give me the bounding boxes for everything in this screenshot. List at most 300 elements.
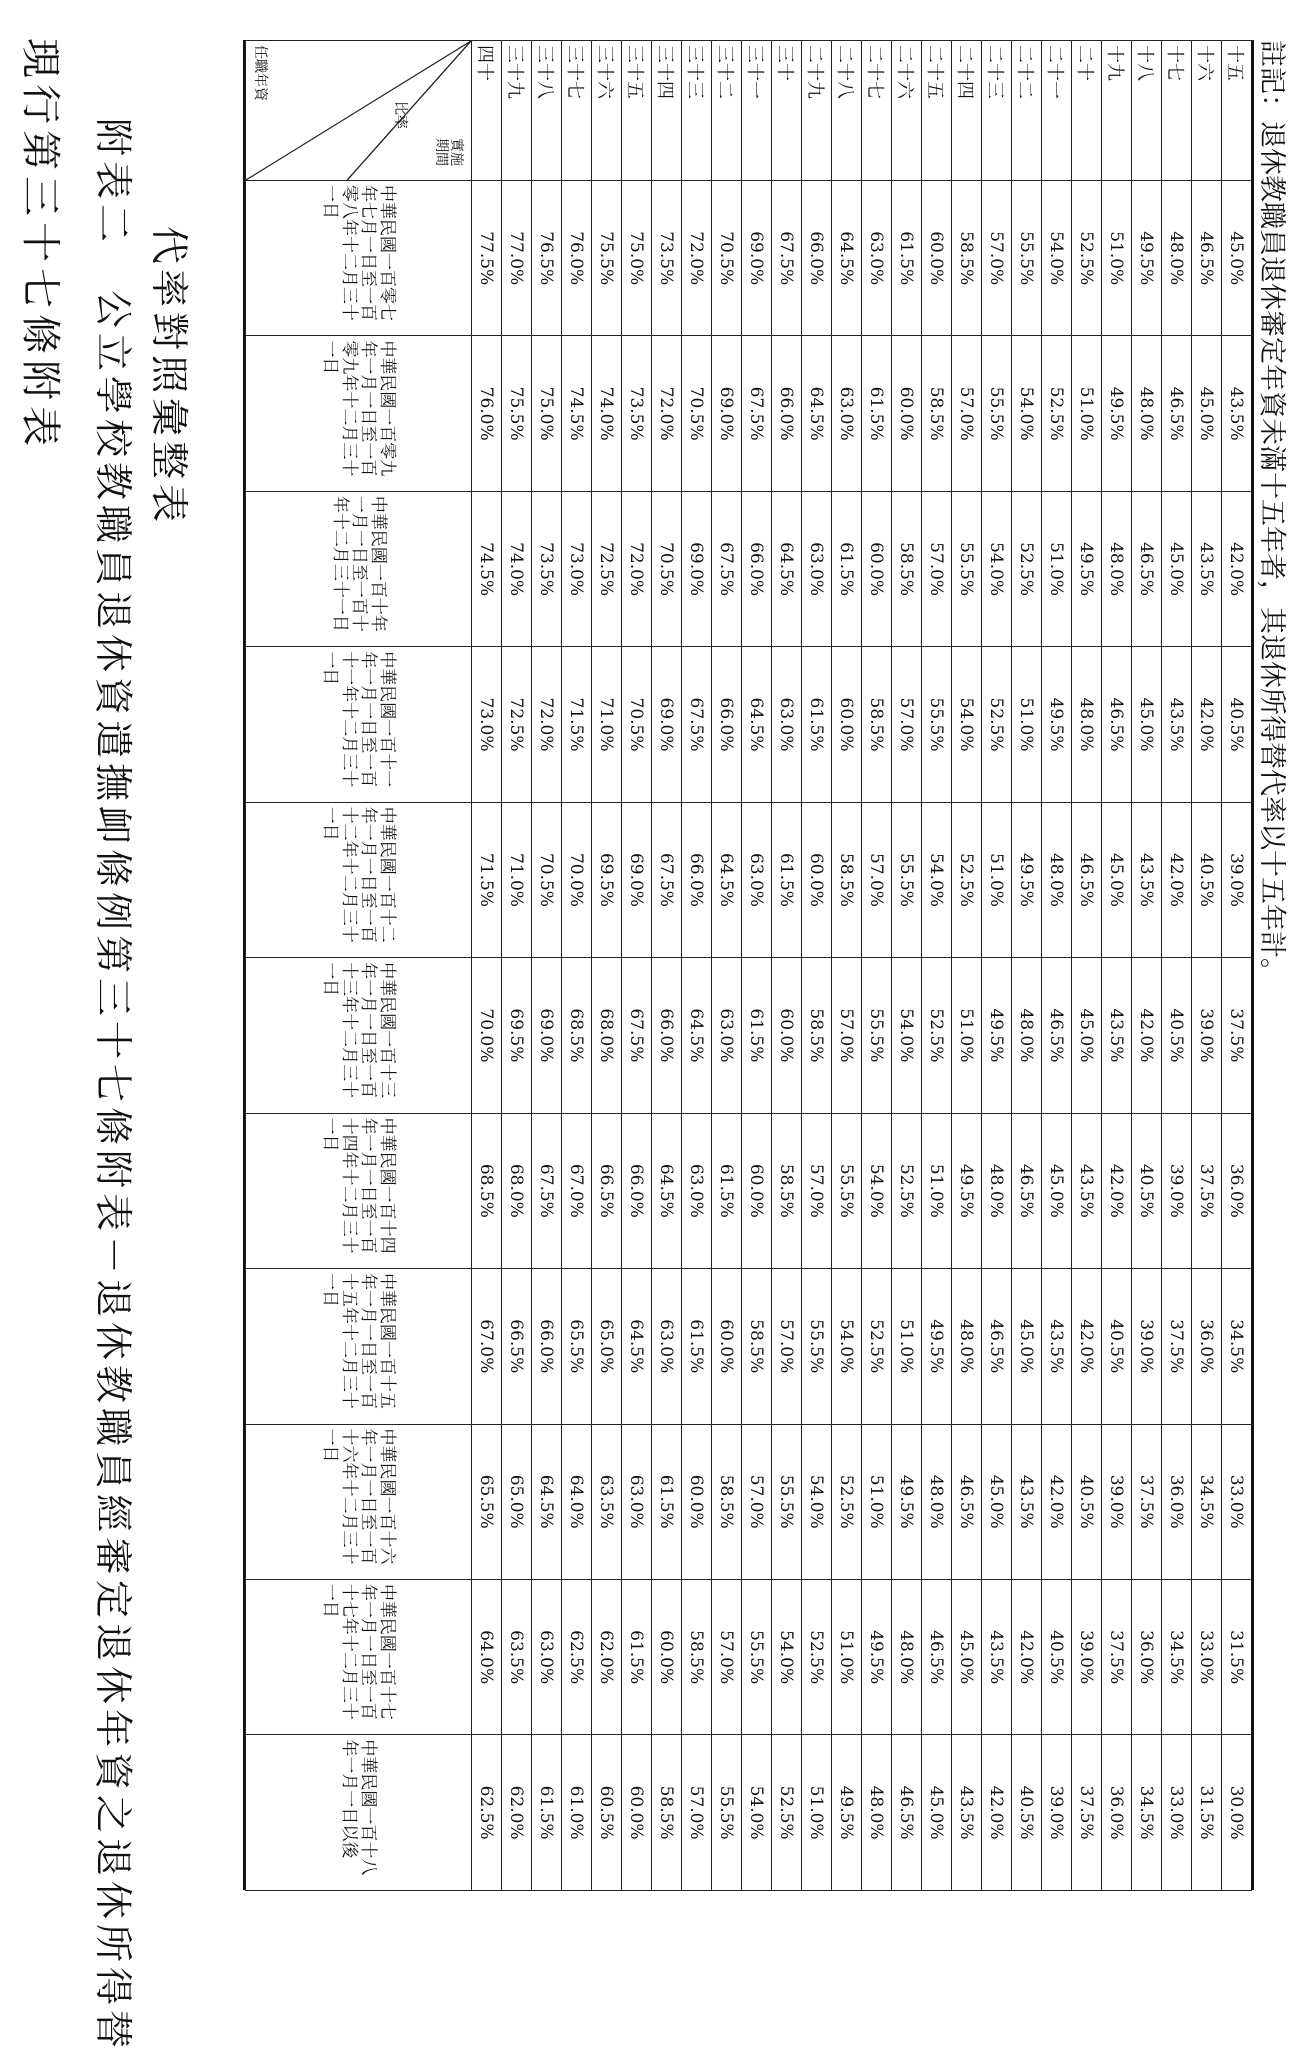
rate-cell: 61.5%	[862, 336, 892, 491]
service-years-cell: 十五	[1222, 41, 1252, 181]
rate-cell: 64.5%	[682, 958, 712, 1113]
rate-cell: 37.5%	[1132, 1424, 1162, 1579]
rate-cell: 51.0%	[1072, 336, 1102, 491]
service-years-cell: 三十八	[532, 41, 562, 181]
rate-cell: 49.5%	[1012, 802, 1042, 957]
service-years-cell: 二十六	[892, 41, 922, 181]
table-row	[1192, 41, 1222, 1891]
rate-cell: 33.0%	[1222, 1424, 1252, 1579]
rate-cell: 55.5%	[892, 802, 922, 957]
rate-cell: 70.0%	[562, 802, 592, 957]
rate-cell: 69.0%	[652, 647, 682, 802]
rate-cell: 72.0%	[682, 181, 712, 336]
table-row	[1042, 41, 1072, 1891]
rate-cell: 60.0%	[892, 336, 922, 491]
rate-cell: 40.5%	[1102, 1269, 1132, 1424]
rate-cell: 64.0%	[562, 1424, 592, 1579]
rate-cell: 36.0%	[1102, 1735, 1132, 1890]
rate-cell: 40.5%	[1042, 1579, 1072, 1734]
rate-cell: 73.5%	[532, 491, 562, 646]
rate-cell: 64.5%	[532, 1424, 562, 1579]
rate-cell: 68.5%	[472, 1113, 502, 1268]
rate-cell: 67.0%	[562, 1113, 592, 1268]
rate-cell: 70.5%	[622, 647, 652, 802]
rate-cell: 69.0%	[622, 802, 652, 957]
rate-cell: 48.0%	[1162, 181, 1192, 336]
rate-cell: 64.5%	[832, 181, 862, 336]
rate-cell: 61.0%	[562, 1735, 592, 1890]
rate-cell: 37.5%	[1102, 1579, 1132, 1734]
rate-cell: 69.5%	[502, 958, 532, 1113]
service-years-cell: 三十二	[712, 41, 742, 181]
rate-cell: 71.0%	[592, 647, 622, 802]
rate-cell: 40.5%	[1072, 1424, 1102, 1579]
rate-cell: 45.0%	[952, 1579, 982, 1734]
rate-cell: 52.5%	[982, 647, 1012, 802]
rate-cell: 73.5%	[622, 336, 652, 491]
rate-cell: 76.0%	[472, 336, 502, 491]
rate-cell: 73.5%	[652, 181, 682, 336]
rate-cell: 70.0%	[472, 958, 502, 1113]
rate-cell: 66.5%	[502, 1269, 532, 1424]
rate-cell: 54.0%	[922, 802, 952, 957]
rate-cell: 46.5%	[982, 1269, 1012, 1424]
table-row	[922, 41, 952, 1891]
table-row	[502, 41, 532, 1891]
rate-cell: 57.0%	[682, 1735, 712, 1890]
table-row	[472, 41, 502, 1891]
rate-cell: 55.5%	[982, 336, 1012, 491]
rate-cell: 48.0%	[1102, 491, 1132, 646]
rate-cell: 57.0%	[922, 491, 952, 646]
rate-cell: 72.5%	[502, 647, 532, 802]
rate-cell: 49.5%	[832, 1735, 862, 1890]
rate-cell: 45.0%	[1012, 1269, 1042, 1424]
table-row	[562, 41, 592, 1891]
rate-cell: 43.5%	[1192, 491, 1222, 646]
rate-cell: 39.0%	[1162, 1113, 1192, 1268]
rate-cell: 62.0%	[502, 1735, 532, 1890]
rate-cell: 60.0%	[772, 958, 802, 1113]
rate-cell: 66.0%	[772, 336, 802, 491]
period-label: 實施期間	[433, 138, 464, 166]
service-years-cell: 三十五	[622, 41, 652, 181]
rate-cell: 43.5%	[952, 1735, 982, 1890]
rate-cell: 58.5%	[682, 1579, 712, 1734]
rate-cell: 54.0%	[742, 1735, 772, 1890]
rate-cell: 54.0%	[832, 1269, 862, 1424]
page-heading: 現行第三十七條附表	[17, 38, 63, 452]
rate-cell: 39.0%	[1102, 1424, 1132, 1579]
table-row	[892, 41, 922, 1891]
rate-cell: 39.0%	[1192, 958, 1222, 1113]
rate-cell: 30.0%	[1222, 1735, 1252, 1890]
rate-cell: 48.0%	[1012, 958, 1042, 1113]
rate-cell: 65.5%	[562, 1269, 592, 1424]
rate-cell: 51.0%	[862, 1424, 892, 1579]
rate-cell: 67.5%	[532, 1113, 562, 1268]
service-years-cell: 二十五	[922, 41, 952, 181]
rate-cell: 63.0%	[832, 336, 862, 491]
rate-cell: 74.5%	[562, 336, 592, 491]
rate-cell: 45.0%	[1042, 1113, 1072, 1268]
rate-cell: 75.5%	[592, 181, 622, 336]
rate-cell: 74.5%	[472, 491, 502, 646]
corner-header-cell	[246, 41, 472, 181]
service-years-cell: 二十一	[1042, 41, 1072, 181]
rate-cell: 49.5%	[1132, 181, 1162, 336]
table-row	[682, 41, 712, 1891]
rate-cell: 61.5%	[532, 1735, 562, 1890]
rate-cell: 61.5%	[712, 1113, 742, 1268]
rate-cell: 40.5%	[1192, 802, 1222, 957]
rate-cell: 55.5%	[922, 647, 952, 802]
rate-cell: 52.5%	[922, 958, 952, 1113]
rate-cell: 65.0%	[502, 1424, 532, 1579]
rate-cell: 67.5%	[712, 491, 742, 646]
rate-cell: 45.0%	[1162, 491, 1192, 646]
rate-cell: 55.5%	[802, 1269, 832, 1424]
service-years-cell: 二十九	[802, 41, 832, 181]
rate-cell: 48.0%	[1072, 647, 1102, 802]
rate-cell: 43.5%	[1132, 802, 1162, 957]
rate-cell: 69.5%	[592, 802, 622, 957]
service-years-cell: 三十七	[562, 41, 592, 181]
rate-cell: 52.5%	[802, 1579, 832, 1734]
service-years-cell: 二十八	[832, 41, 862, 181]
table-row	[652, 41, 682, 1891]
period-header-cell: 中華民國一百十八年一月一日以後	[246, 1735, 472, 1890]
rate-cell: 70.5%	[682, 336, 712, 491]
rate-cell: 33.0%	[1192, 1579, 1222, 1734]
period-header-cell: 中華民國一百零九年一月一日至一百零九年十二月三十一日	[246, 336, 472, 491]
rate-cell: 54.0%	[1012, 336, 1042, 491]
rate-cell: 64.5%	[772, 491, 802, 646]
rate-cell: 76.5%	[532, 181, 562, 336]
rate-cell: 55.5%	[742, 1579, 772, 1734]
rate-cell: 49.5%	[922, 1269, 952, 1424]
rate-cell: 36.0%	[1132, 1579, 1162, 1734]
rate-cell: 49.5%	[982, 958, 1012, 1113]
rate-cell: 45.0%	[1072, 958, 1102, 1113]
rate-cell: 46.5%	[1132, 491, 1162, 646]
rate-cell: 66.0%	[652, 958, 682, 1113]
table-row	[802, 41, 832, 1891]
rate-cell: 49.5%	[892, 1424, 922, 1579]
rate-cell: 48.0%	[892, 1579, 922, 1734]
rate-cell: 52.5%	[952, 802, 982, 957]
rate-cell: 58.5%	[892, 491, 922, 646]
rate-cell: 66.5%	[592, 1113, 622, 1268]
service-years-cell: 二十	[1072, 41, 1102, 181]
rate-cell: 61.5%	[802, 647, 832, 802]
rate-cell: 69.0%	[712, 336, 742, 491]
rate-cell: 42.0%	[1072, 1269, 1102, 1424]
rate-cell: 48.0%	[862, 1735, 892, 1890]
table-row	[1222, 41, 1252, 1891]
rate-cell: 74.0%	[592, 336, 622, 491]
rate-cell: 36.0%	[1222, 1113, 1252, 1268]
rate-cell: 40.5%	[1132, 1113, 1162, 1268]
rate-cell: 43.5%	[1072, 1113, 1102, 1268]
table-row	[832, 41, 862, 1891]
service-years-cell: 三十六	[592, 41, 622, 181]
rate-cell: 72.0%	[532, 647, 562, 802]
ratio-label: 比率	[392, 101, 408, 129]
period-header-cell: 中華民國一百十六年一月一日至一百十六年十二月三十一日	[246, 1424, 472, 1579]
service-years-cell: 十六	[1192, 41, 1222, 181]
rate-cell: 62.5%	[472, 1735, 502, 1890]
rate-cell: 43.5%	[1222, 336, 1252, 491]
rate-cell: 43.5%	[982, 1579, 1012, 1734]
rate-cell: 57.0%	[742, 1424, 772, 1579]
rate-cell: 60.0%	[862, 491, 892, 646]
rate-cell: 67.5%	[772, 181, 802, 336]
period-header-cell: 中華民國一百十二年一月一日至一百十二年十二月三十一日	[246, 802, 472, 957]
rate-cell: 54.0%	[772, 1579, 802, 1734]
rate-cell: 70.5%	[652, 491, 682, 646]
rate-cell: 45.0%	[1192, 336, 1222, 491]
rate-cell: 42.0%	[1132, 958, 1162, 1113]
rate-cell: 48.0%	[1132, 336, 1162, 491]
rate-cell: 77.0%	[502, 181, 532, 336]
rate-cell: 39.0%	[1222, 802, 1252, 957]
service-years-cell: 二十四	[952, 41, 982, 181]
period-header-cell: 中華民國一百十一年一月一日至一百十一年十二月三十一日	[246, 647, 472, 802]
rate-cell: 67.5%	[652, 802, 682, 957]
table-row	[592, 41, 622, 1891]
rate-cell: 63.0%	[622, 1424, 652, 1579]
rate-cell: 63.0%	[862, 181, 892, 336]
rate-cell: 58.5%	[832, 802, 862, 957]
service-years-cell: 三十九	[502, 41, 532, 181]
rate-cell: 71.5%	[472, 802, 502, 957]
rate-cell: 71.5%	[562, 647, 592, 802]
service-years-cell: 十七	[1162, 41, 1192, 181]
rate-cell: 57.0%	[802, 1113, 832, 1268]
rate-cell: 64.5%	[652, 1113, 682, 1268]
rate-cell: 51.0%	[1042, 491, 1072, 646]
rate-cell: 49.5%	[1042, 647, 1072, 802]
rate-cell: 58.5%	[742, 1269, 772, 1424]
rate-cell: 57.0%	[832, 958, 862, 1113]
rate-cell: 54.0%	[892, 958, 922, 1113]
service-years-cell: 十九	[1102, 41, 1132, 181]
rate-cell: 48.0%	[922, 1424, 952, 1579]
rate-cell: 46.5%	[1042, 958, 1072, 1113]
period-header-cell: 中華民國一百零七年七月一日至一百零八年十二月三十一日	[246, 181, 472, 336]
rate-cell: 37.5%	[1162, 1269, 1192, 1424]
rate-cell: 42.0%	[982, 1735, 1012, 1890]
table-row	[1162, 41, 1192, 1891]
rate-cell: 52.5%	[862, 1269, 892, 1424]
period-header-cell: 中華民國一百十五年一月一日至一百十五年十二月三十一日	[246, 1269, 472, 1424]
rate-cell: 68.5%	[562, 958, 592, 1113]
rate-cell: 72.0%	[652, 336, 682, 491]
table-row	[532, 41, 562, 1891]
rate-cell: 46.5%	[1162, 336, 1192, 491]
rate-cell: 63.5%	[592, 1424, 622, 1579]
rate-cell: 37.5%	[1222, 958, 1252, 1113]
rate-cell: 42.0%	[1222, 491, 1252, 646]
rate-cell: 61.5%	[832, 491, 862, 646]
rate-cell: 67.0%	[472, 1269, 502, 1424]
rate-cell: 69.0%	[682, 491, 712, 646]
rate-cell: 34.5%	[1222, 1269, 1252, 1424]
rate-cell: 60.0%	[922, 181, 952, 336]
table-bottom-border	[1251, 40, 1254, 1890]
rate-cell: 65.5%	[472, 1424, 502, 1579]
rate-cell: 46.5%	[892, 1735, 922, 1890]
rate-cell: 73.0%	[562, 491, 592, 646]
rate-cell: 62.5%	[562, 1579, 592, 1734]
rate-cell: 46.5%	[1012, 1113, 1042, 1268]
rate-cell: 72.0%	[622, 491, 652, 646]
rate-cell: 45.0%	[982, 1424, 1012, 1579]
rate-cell: 67.5%	[742, 336, 772, 491]
period-header-cell: 中華民國一百十年一月一日至一百十年十二月三十一日	[246, 491, 472, 646]
table-row	[862, 41, 892, 1891]
rate-cell: 51.0%	[922, 1113, 952, 1268]
rate-cell: 51.0%	[802, 1735, 832, 1890]
table-row	[742, 41, 772, 1891]
rate-cell: 69.0%	[742, 181, 772, 336]
rate-cell: 61.5%	[682, 1269, 712, 1424]
rate-cell: 40.5%	[1162, 958, 1192, 1113]
rate-cell: 67.5%	[622, 958, 652, 1113]
rate-cell: 75.5%	[502, 336, 532, 491]
service-years-cell: 十八	[1132, 41, 1162, 181]
rate-cell: 60.5%	[592, 1735, 622, 1890]
rate-cell: 55.5%	[772, 1424, 802, 1579]
rate-cell: 66.0%	[622, 1113, 652, 1268]
rate-cell: 54.0%	[952, 647, 982, 802]
rate-cell: 63.0%	[532, 1579, 562, 1734]
rate-cell: 64.5%	[802, 336, 832, 491]
service-years-cell: 二十七	[862, 41, 892, 181]
rate-cell: 52.5%	[1042, 336, 1072, 491]
rate-cell: 66.0%	[532, 1269, 562, 1424]
rate-cell: 69.0%	[532, 958, 562, 1113]
rate-cell: 75.0%	[622, 181, 652, 336]
rate-cell: 57.0%	[772, 1269, 802, 1424]
rate-cell: 52.5%	[832, 1424, 862, 1579]
rate-cell: 55.5%	[952, 491, 982, 646]
rate-cell: 60.0%	[652, 1579, 682, 1734]
rate-cell: 66.0%	[682, 802, 712, 957]
rate-cell: 37.5%	[1192, 1113, 1222, 1268]
rate-cell: 42.0%	[1042, 1424, 1072, 1579]
rate-cell: 52.5%	[1072, 181, 1102, 336]
rate-cell: 70.5%	[532, 802, 562, 957]
rate-cell: 57.0%	[982, 181, 1012, 336]
rate-cell: 71.0%	[502, 802, 532, 957]
rate-cell: 39.0%	[1132, 1269, 1162, 1424]
rate-cell: 66.0%	[712, 647, 742, 802]
rate-cell: 46.5%	[1072, 802, 1102, 957]
rate-cell: 63.0%	[712, 958, 742, 1113]
rate-cell: 52.5%	[892, 1113, 922, 1268]
rate-cell: 58.5%	[652, 1735, 682, 1890]
rate-cell: 55.5%	[832, 1113, 862, 1268]
period-header-cell: 中華民國一百十七年一月一日至一百十七年十二月三十一日	[246, 1579, 472, 1734]
rate-cell: 68.0%	[592, 958, 622, 1113]
rate-cell: 31.5%	[1192, 1735, 1222, 1890]
service-years-cell: 三十三	[682, 41, 712, 181]
table-row	[952, 41, 982, 1891]
rate-cell: 66.0%	[802, 181, 832, 336]
rate-cell: 66.0%	[742, 491, 772, 646]
rate-cell: 72.5%	[592, 491, 622, 646]
rate-cell: 43.5%	[1012, 1424, 1042, 1579]
rate-cell: 49.5%	[952, 1113, 982, 1268]
rate-cell: 46.5%	[922, 1579, 952, 1734]
table-row	[772, 41, 802, 1891]
rate-cell: 51.0%	[982, 802, 1012, 957]
rate-cell: 34.5%	[1192, 1424, 1222, 1579]
rate-cell: 33.0%	[1162, 1735, 1192, 1890]
table-row	[1132, 41, 1162, 1891]
rate-cell: 42.0%	[1012, 1579, 1042, 1734]
rate-cell: 43.5%	[1162, 647, 1192, 802]
rate-cell: 48.0%	[1042, 802, 1072, 957]
rate-cell: 51.0%	[1102, 181, 1132, 336]
rate-cell: 34.5%	[1162, 1579, 1192, 1734]
rate-cell: 42.0%	[1102, 1113, 1132, 1268]
rate-cell: 62.0%	[592, 1579, 622, 1734]
rate-cell: 39.0%	[1072, 1579, 1102, 1734]
rate-cell: 57.0%	[892, 647, 922, 802]
rate-cell: 34.5%	[1132, 1735, 1162, 1890]
rate-cell: 42.0%	[1162, 802, 1192, 957]
table-row	[1072, 41, 1102, 1891]
rate-cell: 46.5%	[1102, 647, 1132, 802]
rate-cell: 55.5%	[862, 958, 892, 1113]
rate-cell: 46.5%	[1192, 181, 1222, 336]
table-title: 附表二 公立學校教職員退休資遣撫卹條例第三十七條附表－退休教職員經審定退休年資之退休所得替	[91, 118, 135, 2053]
rate-cell: 48.0%	[982, 1113, 1012, 1268]
rate-cell: 45.0%	[1222, 181, 1252, 336]
rate-cell: 45.0%	[922, 1735, 952, 1890]
service-years-cell: 三十四	[652, 41, 682, 181]
rate-cell: 46.5%	[952, 1424, 982, 1579]
rate-cell: 63.0%	[772, 647, 802, 802]
rate-cell: 58.5%	[952, 181, 982, 336]
rate-cell: 43.5%	[1102, 958, 1132, 1113]
rate-cell: 42.0%	[1192, 647, 1222, 802]
rate-cell: 68.0%	[502, 1113, 532, 1268]
rate-cell: 58.5%	[802, 958, 832, 1113]
rate-cell: 54.0%	[862, 1113, 892, 1268]
service-years-cell: 三十	[772, 41, 802, 181]
rate-cell: 58.5%	[922, 336, 952, 491]
rate-cell: 39.0%	[1042, 1735, 1072, 1890]
footnote: 註記：退休教職員退休審定年資未滿十五年者，其退休所得替代率以十五年計。	[1256, 40, 1287, 985]
rate-cell: 60.0%	[622, 1735, 652, 1890]
rate-cell: 57.0%	[712, 1579, 742, 1734]
rate-cell: 49.5%	[1072, 491, 1102, 646]
years-label: 任職年資	[252, 45, 268, 101]
rate-cell: 45.0%	[1132, 647, 1162, 802]
rate-cell: 63.0%	[802, 491, 832, 646]
rate-cell: 60.0%	[682, 1424, 712, 1579]
rate-cell: 60.0%	[802, 802, 832, 957]
rate-cell: 37.5%	[1072, 1735, 1102, 1890]
service-years-cell: 三十一	[742, 41, 772, 181]
rate-cell: 61.5%	[652, 1424, 682, 1579]
service-years-cell: 二十二	[1012, 41, 1042, 181]
table-title-continued: 代率對照彙整表	[147, 226, 191, 528]
